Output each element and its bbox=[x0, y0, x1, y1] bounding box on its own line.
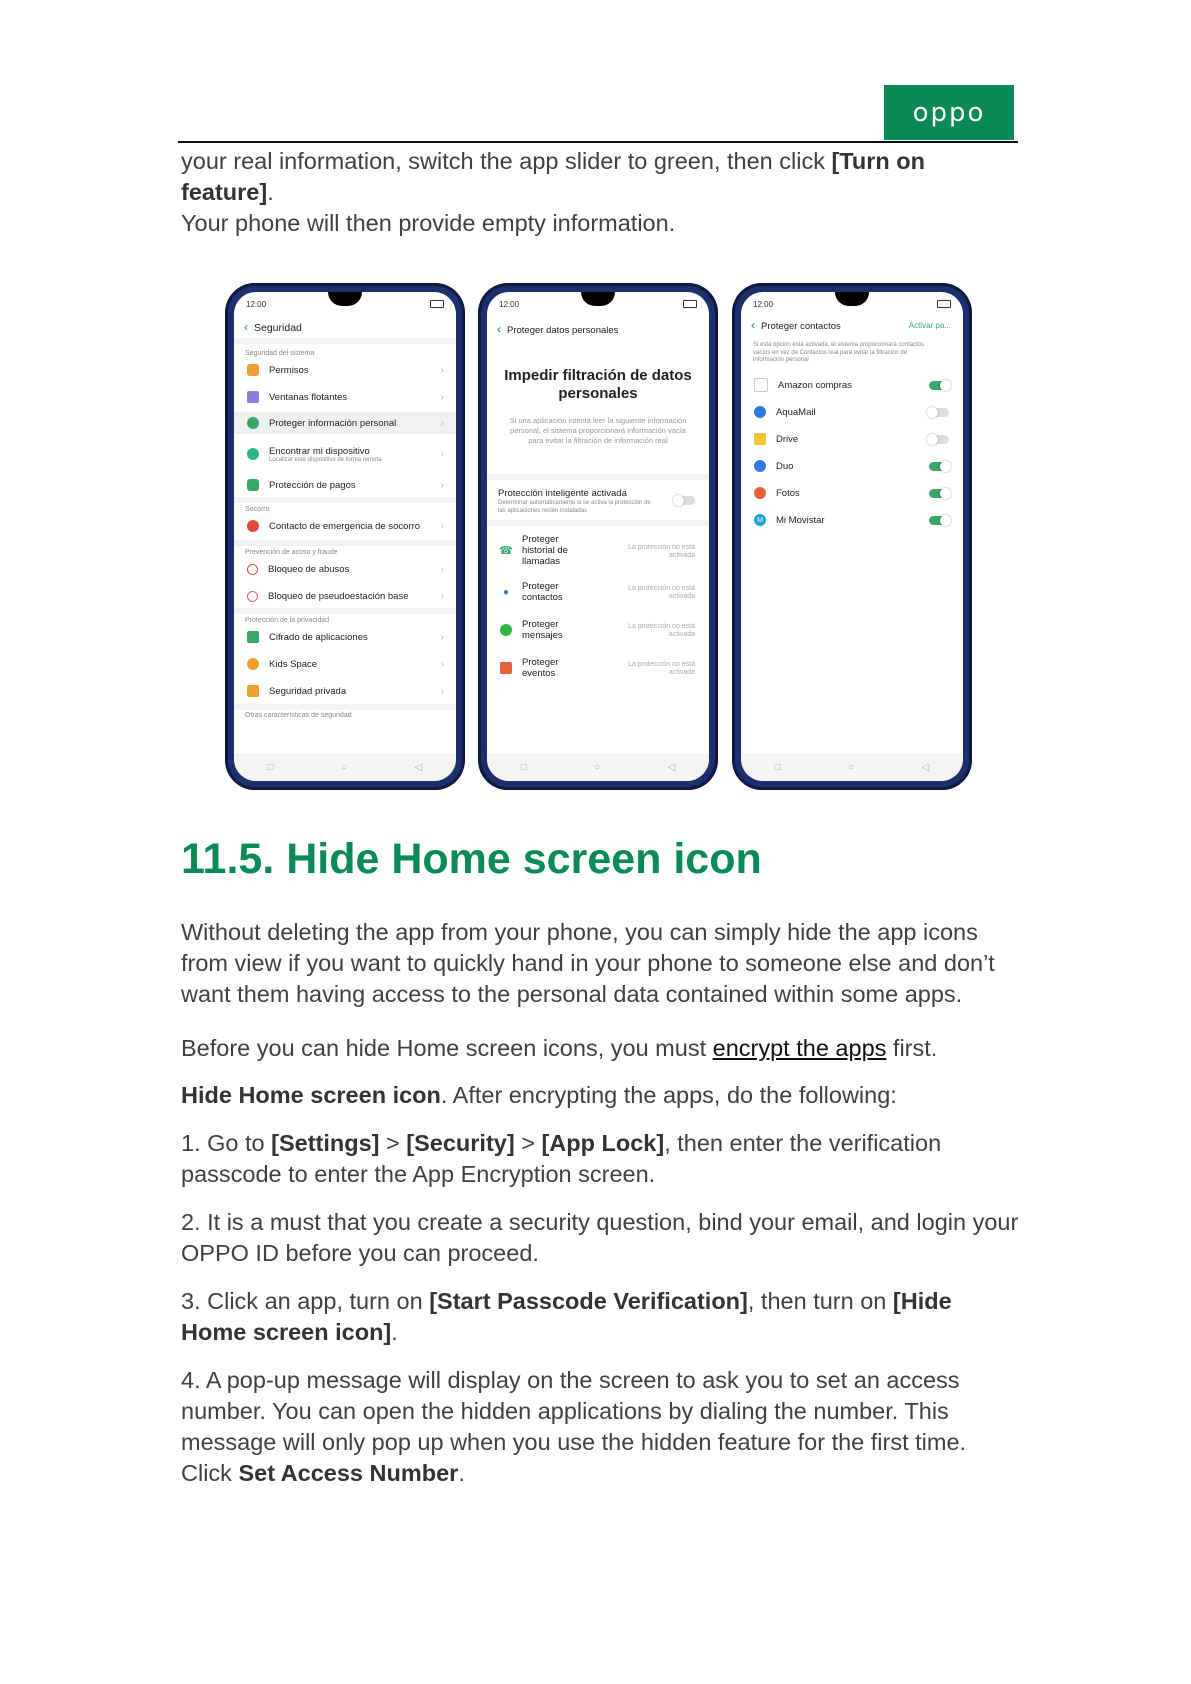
payment-shield-icon bbox=[247, 479, 259, 491]
app-label: Duo bbox=[776, 460, 794, 472]
app-toggle[interactable] bbox=[929, 381, 949, 390]
logo-text: oppo bbox=[912, 97, 986, 128]
duo-icon bbox=[754, 460, 766, 472]
hide-home-bold: [Hide Home screen icon] bbox=[181, 1288, 952, 1345]
app-toggle[interactable] bbox=[929, 462, 949, 471]
section-header-sos: Socorro bbox=[245, 506, 270, 513]
section-divider bbox=[234, 608, 456, 614]
home-icon[interactable]: ○ bbox=[848, 761, 855, 773]
back-nav-icon[interactable]: ◁ bbox=[921, 761, 930, 773]
app-row[interactable] bbox=[741, 509, 963, 531]
home-icon[interactable]: ○ bbox=[594, 761, 601, 773]
app-toggle[interactable] bbox=[929, 489, 949, 498]
battery-icon bbox=[683, 300, 697, 308]
phone1-title: Seguridad bbox=[254, 322, 302, 334]
settings-row-protect-info[interactable] bbox=[234, 412, 456, 434]
base-station-icon bbox=[247, 591, 258, 602]
row-status: La protección no está activada bbox=[628, 544, 695, 559]
recents-icon[interactable]: □ bbox=[520, 761, 527, 773]
protect-title: Impedir filtración de datos personales bbox=[504, 367, 692, 402]
status-time: 12:00 bbox=[753, 300, 774, 309]
section-divider bbox=[487, 474, 709, 480]
chevron-right-icon: › bbox=[440, 448, 444, 460]
nav-bar bbox=[234, 753, 456, 781]
step1-sep: > bbox=[379, 1130, 407, 1156]
home-icon[interactable]: ○ bbox=[341, 761, 348, 773]
step3-text: 3. Click an app, turn on bbox=[181, 1288, 430, 1314]
row-label: Contacto de emergencia de socorro bbox=[269, 520, 421, 532]
settings-row[interactable] bbox=[234, 474, 456, 496]
prereq-tail: first. bbox=[886, 1035, 938, 1061]
hide-icon-bold: Hide Home screen icon bbox=[181, 1082, 441, 1108]
app-lock-bold: [App Lock] bbox=[541, 1130, 665, 1156]
chevron-right-icon: › bbox=[440, 520, 444, 532]
calendar-icon bbox=[500, 662, 512, 674]
contact-icon: ● bbox=[500, 586, 512, 598]
paragraph-hide-lead bbox=[181, 1080, 1021, 1111]
app-row[interactable] bbox=[741, 482, 963, 504]
row-label: Ventanas flotantes bbox=[269, 391, 348, 403]
phone3-title: Proteger contactos bbox=[761, 321, 841, 332]
paragraph-prereq bbox=[181, 1033, 1021, 1064]
row-label: Bloqueo de pseudoestación base bbox=[268, 590, 409, 602]
chevron-right-icon: › bbox=[440, 590, 444, 602]
settings-row[interactable] bbox=[234, 359, 456, 381]
nav-bar bbox=[741, 753, 963, 781]
kids-icon bbox=[247, 658, 259, 670]
section-divider bbox=[234, 497, 456, 503]
chevron-right-icon: › bbox=[440, 685, 444, 697]
back-nav-icon[interactable]: ◁ bbox=[414, 761, 423, 773]
section-header-other: Otras características de seguridad bbox=[245, 712, 352, 719]
aquamail-icon bbox=[754, 406, 766, 418]
back-icon[interactable]: ‹ bbox=[244, 320, 248, 334]
turn-on-feature-text: [Turn on feature] bbox=[181, 148, 926, 205]
step-1 bbox=[181, 1128, 1021, 1190]
step1-text: 1. Go to bbox=[181, 1130, 272, 1156]
phone-screenshot-protect-contacts bbox=[732, 283, 972, 790]
section-heading: 11.5. Hide Home screen icon bbox=[181, 835, 762, 883]
settings-row[interactable] bbox=[234, 558, 456, 580]
security-bold: [Security] bbox=[406, 1130, 515, 1156]
phone1-screen bbox=[234, 292, 456, 781]
phone-icon: ☎ bbox=[499, 544, 513, 557]
step4-tail: . bbox=[458, 1460, 465, 1486]
enable-all-button[interactable]: Activar pa... bbox=[908, 321, 951, 330]
settings-bold: [Settings] bbox=[271, 1130, 380, 1156]
status-time: 12:00 bbox=[246, 300, 267, 309]
phone-notch bbox=[581, 292, 615, 306]
encrypt-apps-link[interactable]: encrypt the apps bbox=[712, 1035, 887, 1061]
oppo-logo bbox=[884, 85, 1014, 140]
row-label: Proteger información personal bbox=[269, 417, 397, 429]
battery-icon bbox=[430, 300, 444, 308]
app-label: Amazon compras bbox=[778, 379, 852, 391]
recents-icon[interactable]: □ bbox=[774, 761, 781, 773]
phone3-screen bbox=[741, 292, 963, 781]
locate-device-icon bbox=[247, 448, 259, 460]
message-icon bbox=[500, 624, 512, 636]
hide-lead-text: . After encrypting the apps, do the following: bbox=[440, 1082, 897, 1108]
row-sublabel: Localizar este dispositivo de forma remota bbox=[269, 456, 382, 463]
intro-period: . bbox=[267, 179, 274, 205]
block-icon bbox=[247, 564, 258, 575]
section-header-system: Seguridad del sistema bbox=[245, 350, 315, 357]
protect-description: Si una aplicación intenta leer la siguiente información personal, el sistema proporcionará información vacía para evitar la filtración de información real bbox=[509, 416, 687, 445]
phone2-title: Proteger datos personales bbox=[507, 325, 619, 336]
status-time: 12:00 bbox=[499, 300, 520, 309]
row-status: La protección no está activada bbox=[628, 661, 695, 676]
chevron-right-icon: › bbox=[440, 563, 444, 575]
phone2-screen bbox=[487, 292, 709, 781]
back-icon[interactable]: ‹ bbox=[751, 318, 755, 332]
section-divider bbox=[487, 520, 709, 526]
phone-screenshot-security bbox=[225, 283, 465, 790]
row-label: Bloqueo de abusos bbox=[268, 563, 350, 575]
intro-text bbox=[181, 146, 1021, 239]
settings-row[interactable] bbox=[234, 626, 456, 648]
phone-screenshot-protect-data bbox=[478, 283, 718, 790]
start-passcode-bold: [Start Passcode Verification] bbox=[429, 1288, 748, 1314]
chevron-right-icon: › bbox=[440, 417, 444, 429]
row-label: Seguridad privada bbox=[269, 685, 347, 697]
chevron-right-icon: › bbox=[440, 391, 444, 403]
row-label: Permisos bbox=[269, 364, 309, 376]
row-label: Proteger historial de llamadas bbox=[522, 533, 568, 567]
row-label: Proteger eventos bbox=[522, 657, 559, 679]
chevron-right-icon: › bbox=[440, 658, 444, 670]
settings-row[interactable] bbox=[234, 440, 456, 468]
step1-sep: > bbox=[514, 1130, 542, 1156]
app-label: AquaMail bbox=[776, 406, 816, 418]
step3-mid: , then turn on bbox=[747, 1288, 893, 1314]
folder-icon bbox=[247, 685, 259, 697]
phone-notch bbox=[835, 292, 869, 306]
app-row[interactable] bbox=[741, 401, 963, 423]
row-status: La protección no está activada bbox=[628, 623, 695, 638]
app-toggle[interactable] bbox=[929, 408, 949, 417]
app-row[interactable] bbox=[741, 374, 963, 396]
sos-icon bbox=[247, 520, 259, 532]
app-label: Mi Movistar bbox=[776, 514, 825, 526]
row-label: Cifrado de aplicaciones bbox=[269, 631, 368, 643]
movistar-icon: M bbox=[754, 514, 766, 526]
prereq-text: Before you can hide Home screen icons, you must bbox=[181, 1035, 713, 1061]
contacts-description: Si esta opción está activada, el sistema proporcionará contactos vacíos en vez de Contactos real para evitar la filtración de información personal bbox=[753, 342, 925, 363]
settings-row[interactable] bbox=[234, 680, 456, 702]
settings-row[interactable] bbox=[234, 515, 456, 537]
step-4 bbox=[181, 1365, 1021, 1489]
app-row[interactable] bbox=[741, 455, 963, 477]
nav-bar bbox=[487, 753, 709, 781]
row-label: Kids Space bbox=[269, 658, 318, 670]
section-header-fraud: Prevención de acoso y fraude bbox=[245, 549, 338, 556]
row-label: Proteger mensajes bbox=[522, 619, 563, 641]
step1-tail: , then enter the verification passcode to enter the App Encryption screen. bbox=[181, 1130, 942, 1187]
settings-row[interactable] bbox=[234, 585, 456, 607]
set-access-number-bold: Set Access Number bbox=[238, 1460, 459, 1486]
app-label: Fotos bbox=[776, 487, 800, 499]
paragraph-intro: Without deleting the app from your phone, you can simply hide the app icons from view if you want to quickly hand in your phone to someone else and don’t want them having access to the personal data contained within some apps. bbox=[181, 919, 995, 1007]
privacy-icon bbox=[247, 417, 259, 429]
phone-notch bbox=[328, 292, 362, 306]
settings-row[interactable] bbox=[234, 653, 456, 675]
app-toggle[interactable] bbox=[929, 516, 949, 525]
photos-icon bbox=[754, 487, 766, 499]
smart-protection bbox=[498, 488, 658, 515]
app-toggle[interactable] bbox=[929, 435, 949, 444]
row-label: Encontrar mi dispositivo bbox=[269, 445, 370, 457]
app-row[interactable] bbox=[741, 428, 963, 450]
back-nav-icon[interactable]: ◁ bbox=[667, 761, 676, 773]
row-label: Protección de pagos bbox=[269, 479, 356, 491]
step3-tail: . bbox=[391, 1319, 398, 1345]
intro-line2: Your phone will then provide empty information. bbox=[181, 210, 676, 236]
chevron-right-icon: › bbox=[440, 631, 444, 643]
chevron-right-icon: › bbox=[440, 479, 444, 491]
step4-text: 4. A pop-up message will display on the screen to ask you to set an access number. You can open the hidden applications by dialing the number. This message will only pop up when you use the hidden feature for the first time. Click bbox=[181, 1367, 967, 1486]
recents-icon[interactable]: □ bbox=[267, 761, 274, 773]
smart-protection-toggle[interactable] bbox=[675, 496, 695, 505]
row-status: La protección no está activada bbox=[628, 585, 695, 600]
step-2: 2. It is a must that you create a security question, bind your email, and login your OPPO ID before you can proceed. bbox=[181, 1209, 1019, 1266]
lock-icon bbox=[247, 631, 259, 643]
amazon-icon bbox=[754, 378, 768, 392]
shield-icon bbox=[247, 364, 259, 376]
section-divider bbox=[234, 704, 456, 710]
row-label: Proteger contactos bbox=[522, 581, 563, 603]
chevron-right-icon: › bbox=[440, 364, 444, 376]
phone1-header bbox=[244, 320, 302, 334]
intro-line1: your real information, switch the app slider to green, then click bbox=[181, 148, 832, 174]
phone3-header bbox=[751, 318, 841, 332]
drive-icon bbox=[754, 433, 766, 445]
battery-icon bbox=[937, 300, 951, 308]
section-divider bbox=[234, 338, 456, 344]
smart-protection-sub: Determinar automáticamente si se activa la protección de las aplicaciones recién instaladas bbox=[498, 500, 651, 514]
back-icon[interactable]: ‹ bbox=[497, 322, 501, 336]
settings-row[interactable] bbox=[234, 386, 456, 408]
section-header-privacy: Protección de la privacidad bbox=[245, 617, 330, 624]
phone2-header bbox=[497, 322, 618, 336]
header-rule bbox=[178, 141, 1018, 143]
app-label: Drive bbox=[776, 433, 799, 445]
floating-window-icon bbox=[247, 391, 259, 403]
step-3 bbox=[181, 1286, 1021, 1348]
section-divider bbox=[234, 540, 456, 546]
smart-protection-label: Protección inteligente activada bbox=[498, 488, 627, 499]
